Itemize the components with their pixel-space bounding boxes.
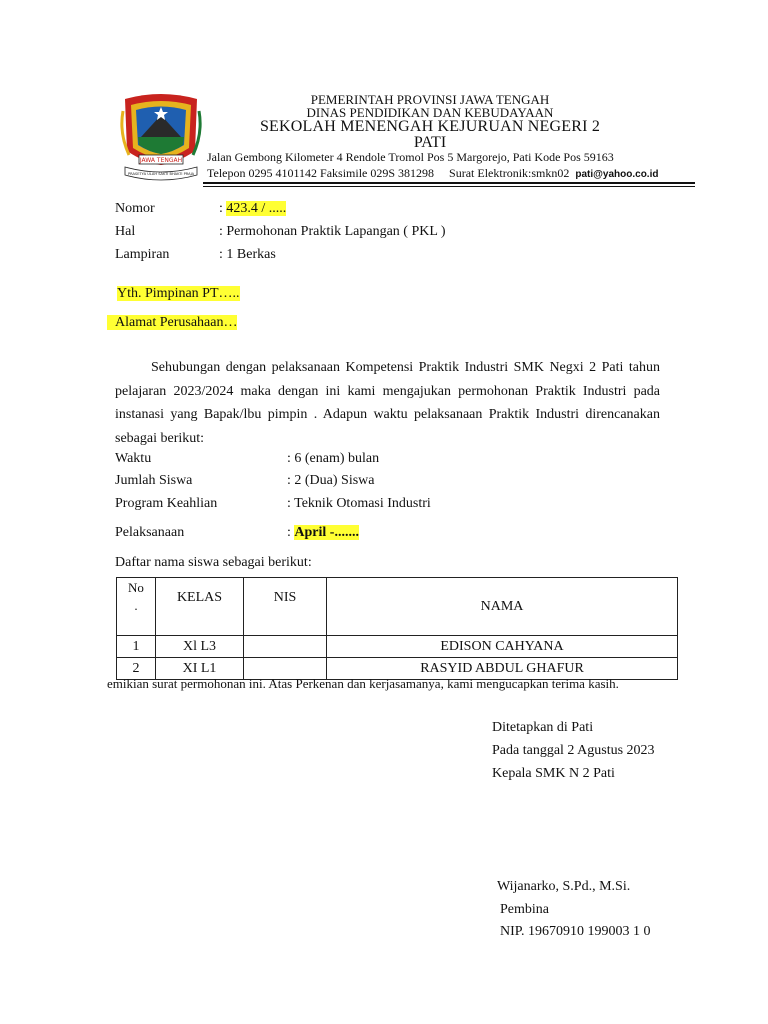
closing-sentence: emikian surat permohonan ini. Atas Perkenan dan kerjasamanya, kami mengucapkan terima kasih. bbox=[107, 676, 619, 691]
recipient-address: Alamat Perusahaan… bbox=[107, 315, 237, 331]
letterhead-address: Jalan Gembong Kilometer 4 Rendole Tromol Pos 5 Margorejo, Pati Kode Pos 59163 bbox=[207, 150, 614, 164]
waktu-label: Waktu bbox=[115, 451, 152, 466]
hal-value: : Permohonan Praktik Lapangan ( PKL ) bbox=[219, 224, 446, 239]
header-nama: NAMA bbox=[327, 578, 678, 636]
lampiran-label: Lampiran bbox=[115, 247, 170, 262]
lampiran-value: : 1 Berkas bbox=[219, 247, 276, 262]
waktu-value: : 6 (enam) bulan bbox=[287, 451, 380, 466]
student-list-intro: Daftar nama siswa sebagai berikut: bbox=[115, 555, 312, 570]
letterhead-phone: Telepon 0295 4101142 Faksimile 029S 381298 bbox=[207, 166, 435, 180]
jumlah-siswa-value: : 2 (Dua) Siswa bbox=[287, 473, 375, 488]
jumlah-siswa-label: Jumlah Siswa bbox=[115, 473, 193, 488]
letterhead-government: PEMERINTAH PROVINSI JAWA TENGAH bbox=[310, 92, 550, 107]
provincial-emblem-logo bbox=[117, 93, 205, 183]
program-keahlian-value: : Teknik Otomasi Industri bbox=[287, 496, 431, 511]
letterhead-contact bbox=[207, 166, 658, 181]
letterhead-email: pati@yahoo.co.id bbox=[575, 169, 659, 180]
signature-date: Pada tanggal 2 Agustus 2023 bbox=[492, 743, 655, 758]
letterhead-rule-thin bbox=[203, 186, 695, 187]
table-header-row bbox=[117, 578, 678, 636]
header-kelas: KELAS bbox=[156, 578, 244, 636]
header-no: No . bbox=[117, 578, 156, 636]
signature-title: Kepala SMK N 2 Pati bbox=[492, 766, 615, 781]
signatory-nip: NIP. 19670910 199003 1 0 bbox=[500, 924, 651, 939]
header-nis: NIS bbox=[244, 578, 327, 636]
nomor-value-line bbox=[219, 201, 286, 217]
nomor-value: 423.4 / ..... bbox=[226, 201, 287, 216]
row-kelas: XI L1 bbox=[156, 658, 244, 680]
body-paragraph: Sehubungan dengan pelaksanaan Kompetensi Praktik Industri SMK Negxi 2 Pati tahun pelajaran 2023/2024 maka dengan ini kami mengajukan permohonan Praktik Industri pada instanasi yang Bapak/lbu pimpin . Adapun waktu pelaksanaan Praktik Industri direncanakan sebagai berikut: bbox=[115, 360, 660, 446]
row-nis bbox=[244, 636, 327, 658]
table-row bbox=[117, 636, 678, 658]
nomor-label: Nomor bbox=[115, 201, 155, 216]
nomor-colon: : bbox=[219, 201, 227, 216]
letterhead-rule bbox=[203, 182, 695, 184]
signatory-rank: Pembina bbox=[500, 902, 549, 917]
signatory-name: Wijanarko, S.Pd., M.Si. bbox=[497, 879, 631, 894]
row-nama: EDISON CAHYANA bbox=[327, 636, 678, 658]
row-kelas: Xl L3 bbox=[156, 636, 244, 658]
letterhead-department: DINAS PENDIDIKAN DAN KEBUDAYAAN bbox=[306, 105, 554, 120]
pelaksanaan-label: Pelaksanaan bbox=[115, 525, 185, 540]
row-no: 2 bbox=[117, 658, 156, 680]
row-no: 1 bbox=[117, 636, 156, 658]
letterhead-email-label: Surat Elektronik:smkn02 bbox=[449, 166, 570, 180]
logo-banner-text: JAWA TENGAH bbox=[139, 157, 183, 164]
pelaksanaan-value: April -....... bbox=[294, 525, 359, 540]
student-table bbox=[116, 577, 678, 680]
letterhead-school-name: SEKOLAH MENENGAH KEJURUAN NEGERI 2 bbox=[259, 118, 601, 135]
recipient-name: Yth. Pimpinan PT….. bbox=[117, 286, 240, 301]
signature-place: Ditetapkan di Pati bbox=[492, 720, 594, 735]
hal-label: Hal bbox=[115, 224, 136, 239]
pelaksanaan-value-line: : April -....... bbox=[287, 525, 359, 540]
letterhead-city: PATI bbox=[413, 134, 447, 151]
program-keahlian-label: Program Keahlian bbox=[115, 496, 218, 511]
logo-ribbon-text: PRASETYA ULAH SAKTI BHAKTI PRAJA bbox=[127, 172, 195, 176]
row-nama: RASYID ABDUL GHAFUR bbox=[327, 658, 678, 680]
